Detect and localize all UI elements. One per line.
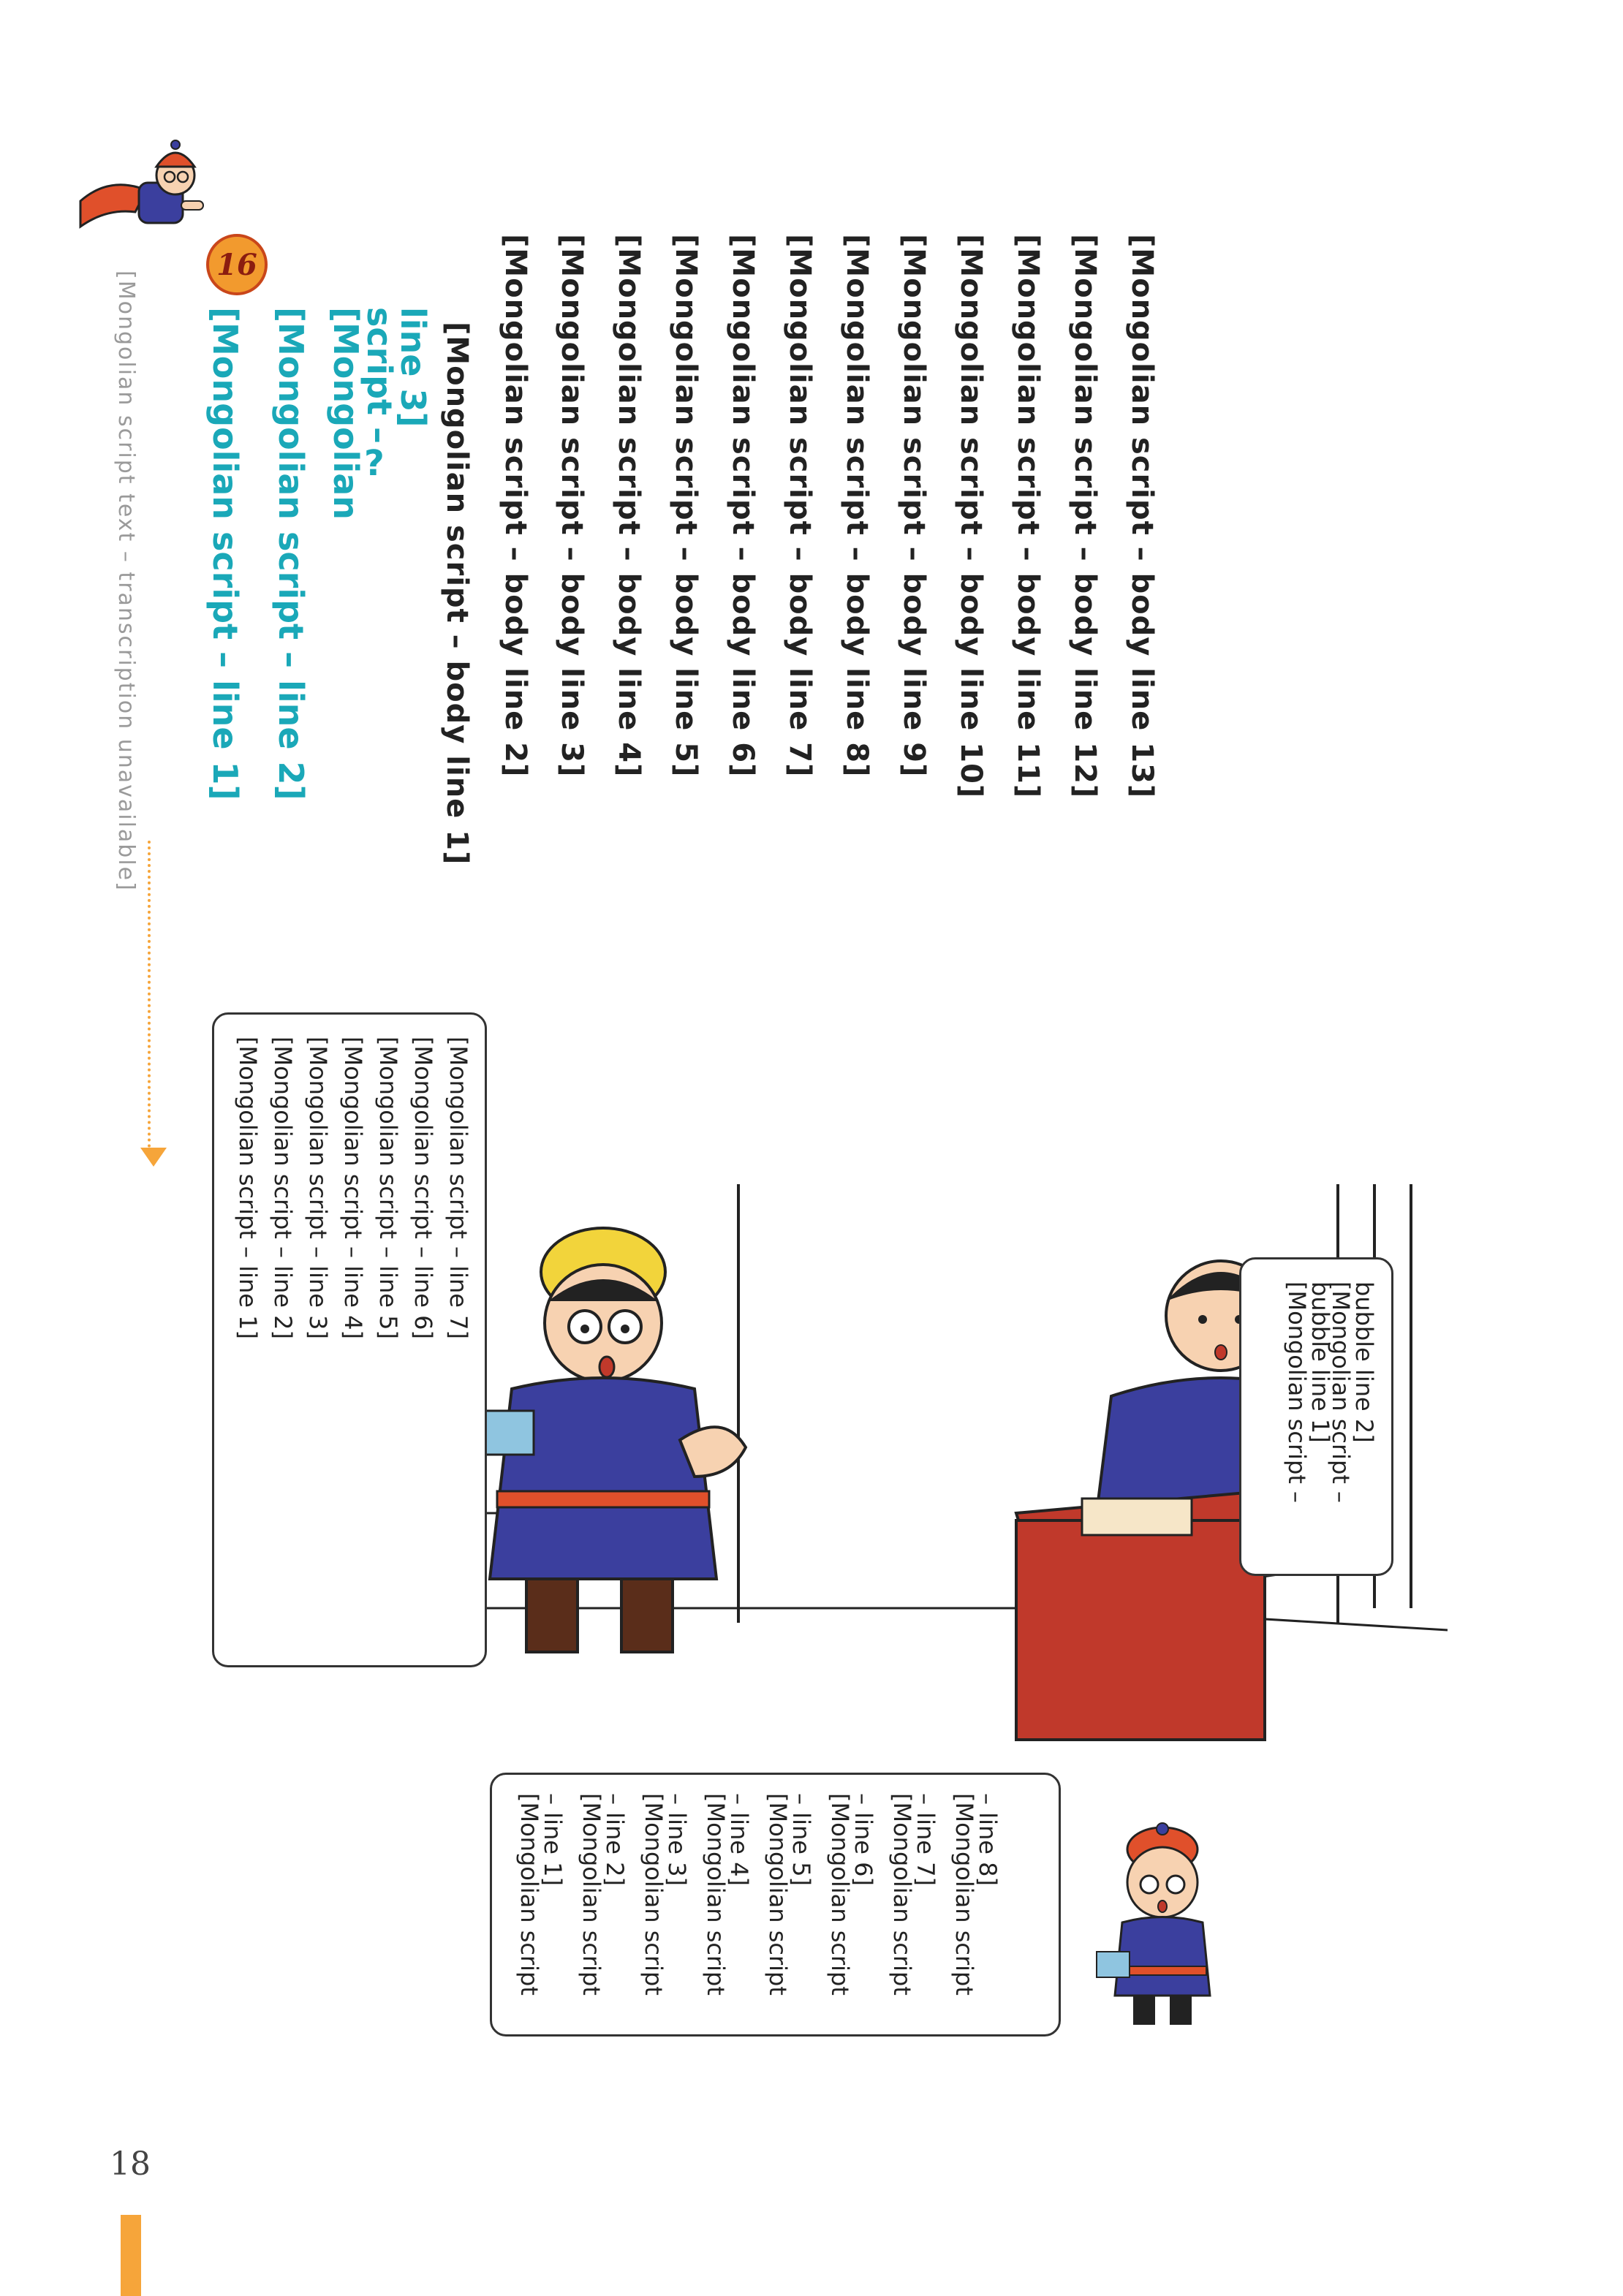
body-line-8: [Mongolian script – body line 8] bbox=[840, 234, 874, 778]
triangle-marker-icon bbox=[140, 1148, 167, 1167]
kid-character-illustration bbox=[1089, 1820, 1236, 2032]
body-line-4: [Mongolian script – body line 4] bbox=[612, 234, 646, 778]
bubble-officer-line-1: [Mongolian script – bubble line 1] bbox=[1283, 1281, 1334, 1504]
bubble-boy-line-3: [Mongolian script – line 3] bbox=[304, 1037, 332, 1339]
title-line-3: [Mongolian script – line 3] bbox=[326, 307, 433, 520]
bubble-kid-line-3: [Mongolian script – line 3] bbox=[640, 1793, 691, 1996]
body-line-7: [Mongolian script – body line 7] bbox=[783, 234, 817, 778]
body-line-12: [Mongolian script – body line 12] bbox=[1068, 234, 1102, 799]
body-line-11: [Mongolian script – body line 11] bbox=[1011, 234, 1045, 799]
body-line-6: [Mongolian script – body line 6] bbox=[726, 234, 760, 778]
bubble-officer-line-2: [Mongolian script – bubble line 2] bbox=[1327, 1281, 1378, 1504]
body-line-1: [Mongolian script – body line 1] bbox=[440, 322, 474, 865]
bubble-boy-line-2: [Mongolian script – line 2] bbox=[269, 1037, 297, 1339]
body-line-3: [Mongolian script – body line 3] bbox=[555, 234, 589, 778]
body-line-5: [Mongolian script – body line 5] bbox=[669, 234, 703, 778]
bubble-boy-line-4: [Mongolian script – line 4] bbox=[339, 1037, 367, 1339]
bubble-boy-line-5: [Mongolian script – line 5] bbox=[374, 1037, 402, 1339]
title-line-2: [Mongolian script – line 2] bbox=[271, 307, 311, 800]
bubble-kid-line-7: [Mongolian script – line 7] bbox=[888, 1793, 939, 1996]
body-line-13: [Mongolian script – body line 13] bbox=[1125, 234, 1159, 799]
body-line-2: [Mongolian script – body line 2] bbox=[499, 234, 532, 778]
speech-bubble-officer bbox=[1239, 1257, 1393, 1576]
header-dotted-divider bbox=[148, 841, 151, 1148]
bubble-boy-line-1: [Mongolian script – line 1] bbox=[234, 1037, 262, 1339]
bubble-boy-line-6: [Mongolian script – line 6] bbox=[409, 1037, 437, 1339]
bubble-kid-line-2: [Mongolian script – line 2] bbox=[578, 1793, 629, 1996]
bubble-boy-line-7: [Mongolian script – line 7] bbox=[444, 1037, 472, 1339]
title-line-1: [Mongolian script – line 1] bbox=[205, 307, 245, 800]
bubble-kid-line-4: [Mongolian script – line 4] bbox=[702, 1793, 753, 1996]
mascot-flying-illustration bbox=[66, 132, 219, 256]
speech-bubble-kid bbox=[490, 1773, 1061, 2037]
title-question-mark: ? bbox=[364, 443, 385, 484]
running-header: [Mongolian script text – transcription unavailable] bbox=[113, 270, 139, 892]
bubble-kid-line-6: [Mongolian script – line 6] bbox=[826, 1793, 877, 1996]
bubble-kid-line-8: [Mongolian script – line 8] bbox=[950, 1793, 1002, 1996]
lesson-number-badge: 16 bbox=[206, 234, 268, 295]
speech-bubble-boy bbox=[212, 1012, 487, 1667]
body-line-10: [Mongolian script – body line 10] bbox=[954, 234, 988, 799]
page-edge-tab bbox=[121, 2215, 141, 2296]
page-number: 18 bbox=[110, 2145, 151, 2183]
body-line-9: [Mongolian script – body line 9] bbox=[897, 234, 931, 778]
bubble-kid-line-5: [Mongolian script – line 5] bbox=[764, 1793, 815, 1996]
bubble-kid-line-1: [Mongolian script – line 1] bbox=[515, 1793, 567, 1996]
